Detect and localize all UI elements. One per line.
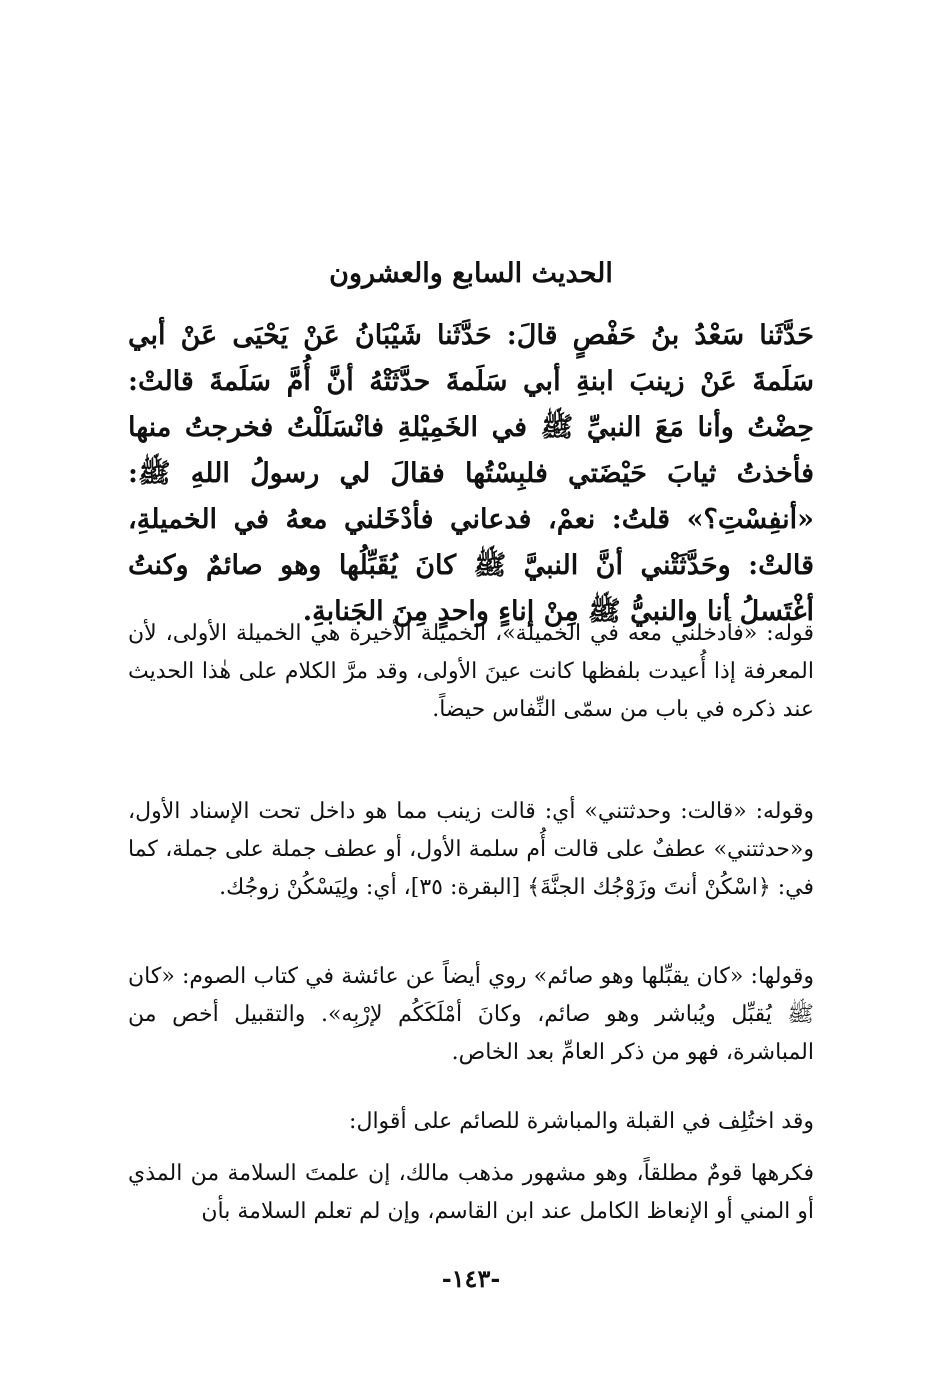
commentary-paragraph: وقوله: «قالت: وحدثتني» أي: قالت زينب مما هو داخل تحت الإسناد الأول، و«حدثتني» عطفٌ على قالت أُم سلمة الأول، أو عطف جملة على جملة، كما في: ﴿اسْكُنْ أنتَ وزَوْجُك الجنَّةَ﴾ [البقرة: ٣٥]، أي: ولِيَسْكُنْ زوجُك. — [128, 799, 814, 900]
page-number: -١٤٣- — [441, 1264, 501, 1293]
commentary-paragraph: قوله: «فأدخلني معه في الخميلة»، الخميلة الأخيرة هي الخميلة الأولى، لأن المعرفة إذا أُعيدت بلفظها كانت عينَ الأولى، وقد مرَّ الكلام على هٰذا الحديث عند ذكره في باب من سمّى النِّفاس حيضاً. — [128, 621, 814, 722]
commentary-paragraph: وقولها: «كان يقبِّلها وهو صائم» روي أيضاً عن عائشة في كتاب الصوم: «كان ﷺ يُقبِّل ويُباشر وهو صائم، وكانَ أمْلَكَكُم لإرْبِه». والتقبيل أخص من المباشرة، فهو من ذكر العامِّ بعد الخاص. — [128, 964, 814, 1065]
commentary-paragraph: فكرهها قومٌ مطلقاً، وهو مشهور مذهب مالك، إن علمتَ السلامة من المذي أو المني أو الإنعاظ الكامل عند ابن القاسم، وإن لم تعلم السلامة بأن — [128, 1161, 814, 1224]
chapter-title: الحديث السابع والعشرون — [329, 258, 613, 289]
hadith-text: حَدَّثَنا سَعْدُ بنُ حَفْصٍ قالَ: حَدَّثَنا شَيْبَانُ عَنْ يَحْيَى عَنْ أبي سَلَمةَ عَنْ زينبَ ابنةِ أبي سَلَمةَ حدَّثَتْهُ أنَّ أُمَّ سَلَمةَ قالتْ: حِضْتُ وأنا مَعَ النبيِّ ﷺ في الخَمِيْلةِ فانْسَلَلْتُ فخرجتُ منها فأخذتُ ثيابَ حَيْضَتي فلبِسْتُها فقالَ لي رسولُ اللهِ ﷺ: «أنفِسْتِ؟» قلتُ: نعمْ، فدعاني فأدْخَلني معهُ في الخميلةِ، قالتْ: وحَدَّثَتْني أنَّ النبيَّ ﷺ كانَ يُقَبِّلُها وهو صائمٌ وكنتُ أغْتَسلُ أنا والنبيُّ ﷺ مِنْ إناءٍ واحدٍ مِنَ الجَنابةِ. — [128, 320, 814, 627]
book-page — [128, 0, 814, 1376]
commentary-paragraph: وقد اختُلِف في القبلة والمباشرة للصائم على أقوال: — [349, 1109, 814, 1134]
